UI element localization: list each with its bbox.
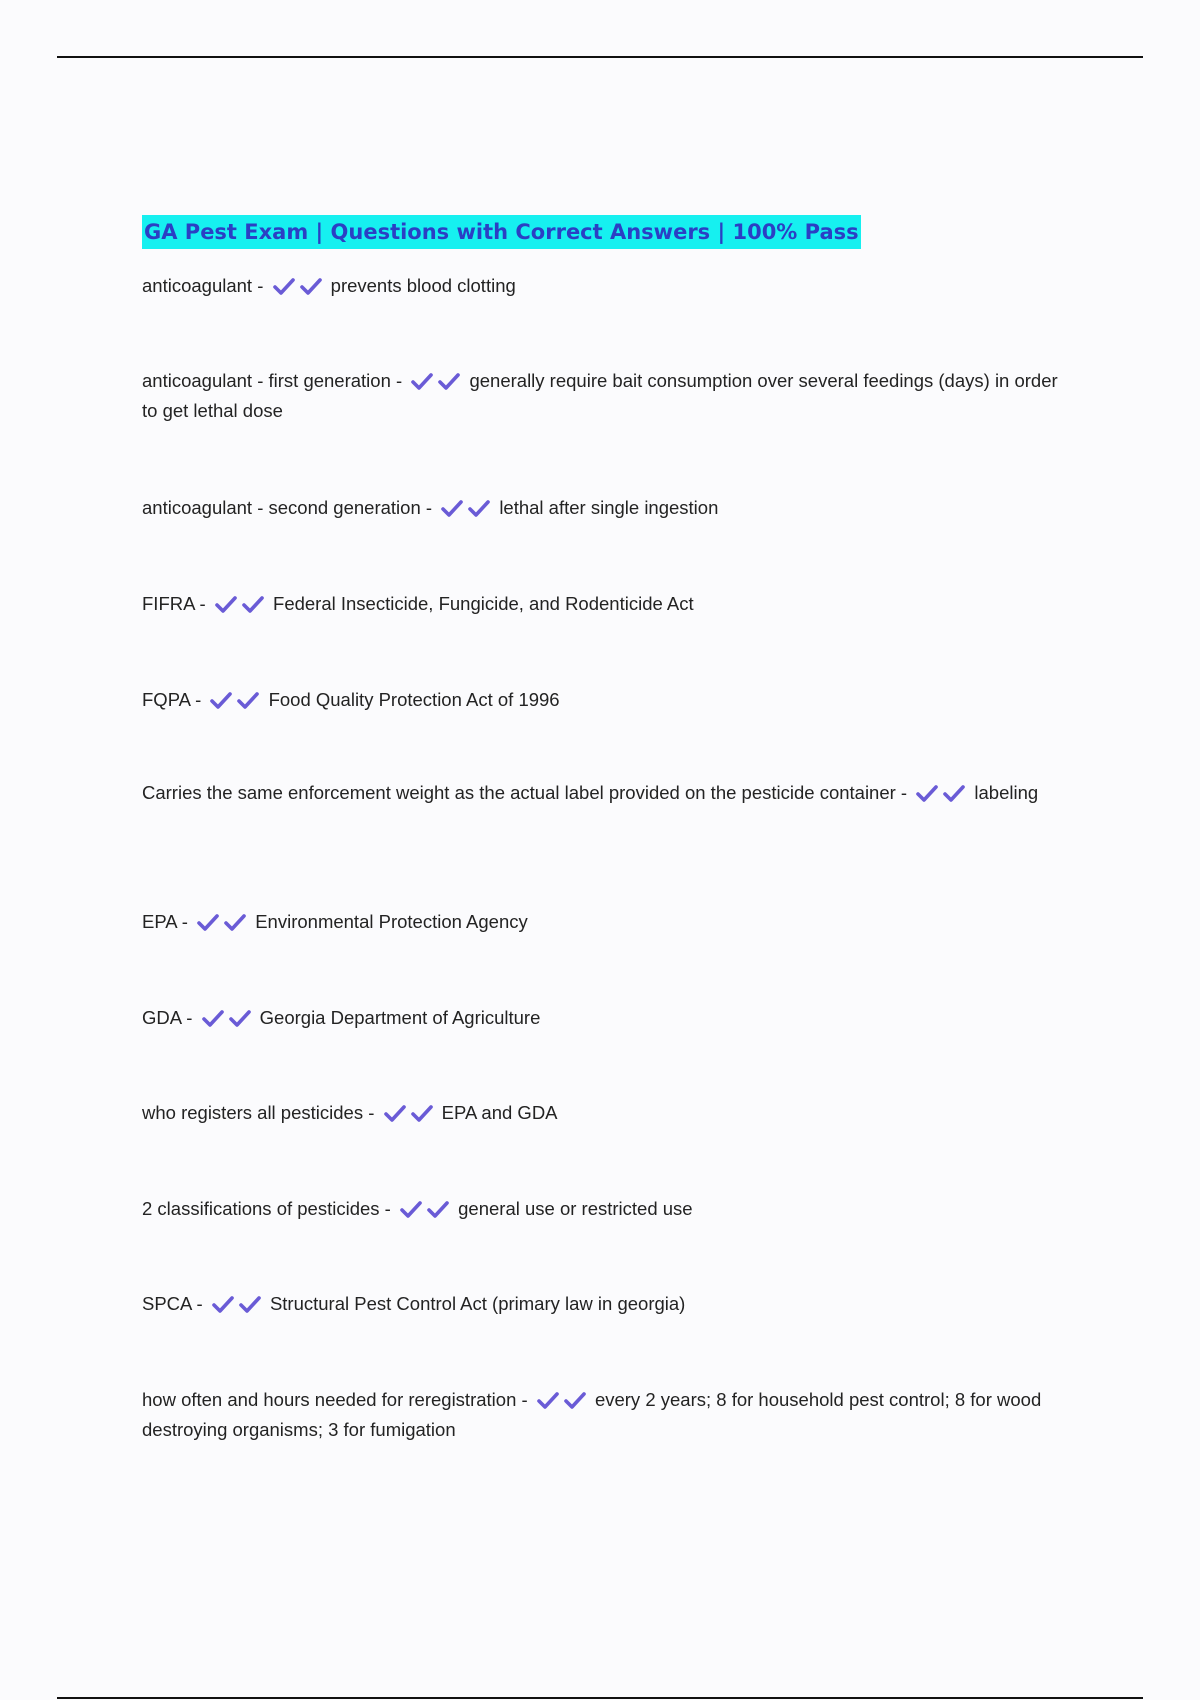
- qa-entry: [142, 493, 1062, 523]
- qa-entry: [142, 1385, 1062, 1445]
- check-icon: [411, 372, 433, 390]
- check-icon: [441, 499, 463, 517]
- footer-rule: [57, 1697, 1143, 1699]
- check-icon: [202, 1009, 224, 1027]
- check-icon: [537, 1391, 559, 1409]
- check-icon: [438, 372, 460, 390]
- qa-entry: [142, 366, 1062, 426]
- entry-answer: Environmental Protection Agency: [255, 911, 528, 932]
- check-icon: [384, 1104, 406, 1122]
- entry-term: GDA -: [142, 1007, 193, 1028]
- check-icon: [242, 595, 264, 613]
- entry-answer: general use or restricted use: [458, 1198, 693, 1219]
- check-icon: [468, 499, 490, 517]
- entry-answer: Food Quality Protection Act of 1996: [268, 689, 560, 710]
- qa-entry: [142, 1194, 1062, 1224]
- check-icon: [943, 784, 965, 802]
- entry-term: SPCA -: [142, 1293, 203, 1314]
- qa-entry: [142, 1098, 1062, 1128]
- check-icon: [273, 277, 295, 295]
- entry-answer: lethal after single ingestion: [499, 497, 719, 518]
- entry-term: anticoagulant - first generation -: [142, 370, 403, 391]
- entry-answer: Federal Insecticide, Fungicide, and Rodenticide Act: [273, 593, 694, 614]
- check-icon: [237, 691, 259, 709]
- check-icon: [916, 784, 938, 802]
- entry-answer: Structural Pest Control Act (primary law in georgia): [269, 1293, 686, 1314]
- check-icon: [411, 1104, 433, 1122]
- qa-entry: [142, 589, 1062, 619]
- qa-entry: [142, 1289, 1062, 1319]
- entry-term: anticoagulant - second generation -: [142, 497, 433, 518]
- entry-answer: EPA and GDA: [441, 1102, 558, 1123]
- entry-term: FIFRA -: [142, 593, 206, 614]
- qa-entry: [142, 907, 1062, 937]
- entry-term: who registers all pesticides -: [142, 1102, 375, 1123]
- check-icon: [197, 913, 219, 931]
- header-rule: [57, 56, 1143, 58]
- qa-entry: [142, 1003, 1062, 1033]
- check-icon: [229, 1009, 251, 1027]
- check-icon: [212, 1295, 234, 1313]
- check-icon: [215, 595, 237, 613]
- entry-term: how often and hours needed for reregistration -: [142, 1389, 528, 1410]
- document-title: GA Pest Exam | Questions with Correct Answers | 100% Pass: [142, 215, 861, 249]
- check-icon: [239, 1295, 261, 1313]
- entry-answer: generally require bait consumption over several feedings (days) in order to get lethal dose: [142, 370, 1058, 421]
- check-icon: [210, 691, 232, 709]
- qa-entry: [142, 271, 1062, 301]
- qa-entry: [142, 685, 1062, 715]
- entry-term: FQPA -: [142, 689, 202, 710]
- check-icon: [427, 1200, 449, 1218]
- check-icon: [400, 1200, 422, 1218]
- check-icon: [300, 277, 322, 295]
- entry-answer: prevents blood clotting: [330, 275, 516, 296]
- entry-term: EPA -: [142, 911, 188, 932]
- entry-answer: every 2 years; 8 for household pest control; 8 for wood destroying organisms; 3 for fumigation: [142, 1389, 1042, 1440]
- entry-term: anticoagulant -: [142, 275, 264, 296]
- entry-answer: labeling: [974, 782, 1039, 803]
- qa-entry: [142, 776, 1062, 810]
- entry-term: Carries the same enforcement weight as the actual label provided on the pesticide container -: [142, 782, 908, 803]
- entry-answer: Georgia Department of Agriculture: [259, 1007, 541, 1028]
- entry-term: 2 classifications of pesticides -: [142, 1198, 391, 1219]
- check-icon: [564, 1391, 586, 1409]
- check-icon: [224, 913, 246, 931]
